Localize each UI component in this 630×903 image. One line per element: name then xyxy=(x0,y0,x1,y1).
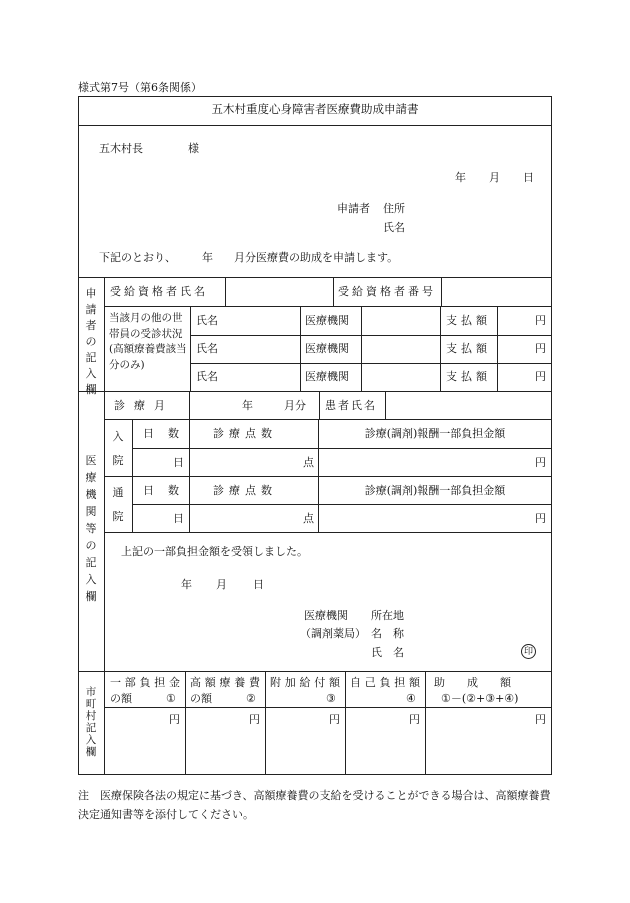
col1-line1: 一部負担金 xyxy=(110,676,180,689)
inpatient-point-unit: 点 xyxy=(303,456,314,469)
outpatient-label: 通院 xyxy=(112,486,124,523)
inpatient-day-unit: 日 xyxy=(173,456,184,469)
applicant-label: 申請者 xyxy=(337,202,370,215)
applicant-section-label: 申請者の記入欄 xyxy=(85,287,97,396)
col3-line1: 附加給付額 xyxy=(270,676,340,689)
divider xyxy=(79,277,551,278)
row3-paid-label: 支払額 xyxy=(446,370,491,383)
divider xyxy=(105,532,551,533)
qualified-number-label: 受給資格者番号 xyxy=(338,285,436,298)
divider xyxy=(79,671,551,672)
row3-institution-label: 医療機関 xyxy=(305,370,349,383)
receipt-month: 月 xyxy=(216,578,227,591)
divider xyxy=(333,278,334,306)
inpatient-label: 入院 xyxy=(112,430,124,467)
row1-paid-label: 支払額 xyxy=(446,314,491,327)
col2-line2: の額 xyxy=(190,692,212,705)
divider xyxy=(441,278,442,306)
col1-mark: ① xyxy=(166,692,176,705)
divider xyxy=(319,392,320,420)
outpatient-point-unit: 点 xyxy=(303,512,314,525)
col3-yen-unit: 円 xyxy=(329,713,340,726)
col2-line1: 高額療養費 xyxy=(190,676,260,689)
divider xyxy=(105,476,551,477)
addressee-honorific: 様 xyxy=(188,142,199,155)
divider xyxy=(189,392,190,420)
form-title: 五木村重度心身障害者医療費助成申請書 xyxy=(211,102,419,116)
location-label: 所在地 xyxy=(371,609,404,622)
outpatient-copay-label: 診療(調剤)報酬一部負担金額 xyxy=(364,484,506,497)
qualified-name-label: 受給資格者氏名 xyxy=(110,285,208,298)
other-member-note: 当該月の他の世帯員の受診状況(高額療養費該当分のみ) xyxy=(109,312,187,371)
addressee-mayor: 五木村長 xyxy=(99,142,143,155)
col2-yen-unit: 円 xyxy=(249,713,260,726)
divider xyxy=(104,278,105,775)
divider xyxy=(133,448,551,449)
col4-line1: 自己負担額 xyxy=(350,676,420,689)
outpatient-day-unit: 日 xyxy=(173,512,184,525)
divider xyxy=(79,125,551,126)
row3-yen-unit: 円 xyxy=(535,370,546,383)
person-name-label: 氏 名 xyxy=(371,646,404,659)
col3-mark: ③ xyxy=(326,692,336,705)
divider xyxy=(79,391,551,392)
divider xyxy=(225,278,226,306)
patient-name-label: 患者氏名 xyxy=(325,399,377,412)
outpatient-days-label: 日数 xyxy=(143,484,193,497)
divider xyxy=(105,306,551,307)
seal-mark: 印 xyxy=(521,644,536,659)
treatment-year: 年 xyxy=(242,399,253,412)
date-year-label: 年 xyxy=(455,171,466,184)
divider xyxy=(361,306,362,391)
request-year: 年 xyxy=(202,251,213,264)
divider xyxy=(105,707,551,708)
row2-institution-label: 医療機関 xyxy=(305,342,349,355)
divider xyxy=(265,672,266,775)
divider xyxy=(105,419,551,420)
treatment-month: 月分 xyxy=(284,399,306,412)
row1-yen-unit: 円 xyxy=(535,314,546,327)
divider xyxy=(440,306,441,391)
divider xyxy=(133,504,551,505)
inpatient-points-label: 診療点数 xyxy=(213,427,277,440)
col4-yen-unit: 円 xyxy=(409,713,420,726)
entity-name-label: 名 称 xyxy=(371,627,404,640)
inpatient-copay-label: 診療(調剤)報酬一部負担金額 xyxy=(364,427,506,440)
col4-mark: ④ xyxy=(406,692,416,705)
row3-name-label: 氏名 xyxy=(196,370,218,383)
date-month-label: 月 xyxy=(489,171,500,184)
divider xyxy=(385,392,386,420)
receipt-day: 日 xyxy=(253,578,264,591)
medical-section-label: 医療機関等の記入欄 xyxy=(85,454,97,603)
footnote: 注 医療保険各法の規定に基づき、高額療養費の支給を受けることができる場合は、高額療養費決定通知書等を添付してください。 xyxy=(78,789,551,821)
divider xyxy=(425,672,426,775)
row1-institution-label: 医療機関 xyxy=(305,314,349,327)
col1-line2: の額 xyxy=(110,692,132,705)
inpatient-yen-unit: 円 xyxy=(535,456,546,469)
col5-yen-unit: 円 xyxy=(535,713,546,726)
col2-mark: ② xyxy=(246,692,256,705)
inpatient-days-label: 日数 xyxy=(143,427,193,440)
pharmacy-label: （調剤薬局） xyxy=(300,627,366,640)
divider xyxy=(190,306,191,391)
request-prefix: 下記のとおり、 xyxy=(99,251,176,264)
divider xyxy=(345,672,346,775)
col5-line1: 助 成 額 xyxy=(434,676,511,689)
col5-mark: ①－(②+③+④) xyxy=(441,692,519,705)
outpatient-yen-unit: 円 xyxy=(535,512,546,525)
request-suffix: 月分医療費の助成を申請します。 xyxy=(234,251,399,264)
receipt-text: 上記の一部負担金額を受領しました。 xyxy=(121,545,308,558)
form-number: 様式第7号（第6条関係） xyxy=(78,81,202,94)
divider xyxy=(185,672,186,775)
row1-name-label: 氏名 xyxy=(196,314,218,327)
institution-label: 医療機関 xyxy=(304,609,348,622)
divider xyxy=(132,420,133,532)
receipt-year: 年 xyxy=(181,578,192,591)
row2-yen-unit: 円 xyxy=(535,342,546,355)
col1-yen-unit: 円 xyxy=(169,713,180,726)
applicant-address-label: 住所 xyxy=(383,202,405,215)
row2-name-label: 氏名 xyxy=(196,342,218,355)
applicant-name-label: 氏名 xyxy=(383,221,405,234)
divider xyxy=(300,306,301,391)
municipal-section-label: 市町村記入欄 xyxy=(85,686,97,758)
date-day-label: 日 xyxy=(523,171,534,184)
outpatient-points-label: 診療点数 xyxy=(213,484,277,497)
treatment-month-label: 診療月 xyxy=(114,399,174,412)
row2-paid-label: 支払額 xyxy=(446,342,491,355)
